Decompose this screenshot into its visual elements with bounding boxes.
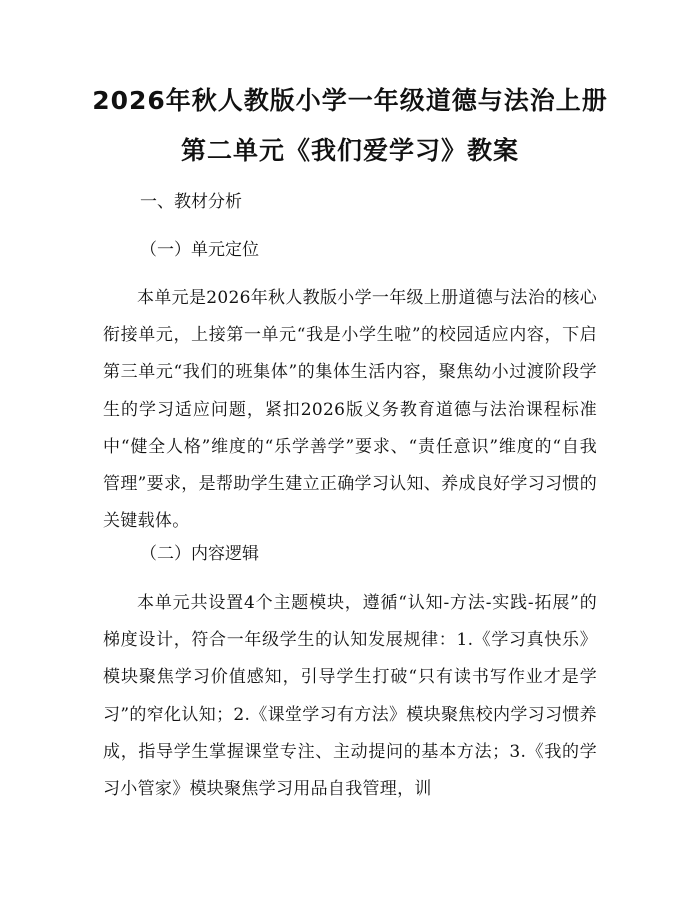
subsection-heading-unit-positioning: （一）单元定位 [140, 240, 259, 260]
document-title-line-2: 第二单元《我们爱学习》教案 [180, 136, 519, 165]
subsection-heading-content-logic: （二）内容逻辑 [140, 544, 259, 564]
paragraph-unit-positioning: 本单元是2026年秋人教版小学一年级上册道德与法治的核心衔接单元，上接第一单元“我是小学生啦”的校园适应内容，下启第三单元“我们的班集体”的集体生活内容，聚焦幼小过渡阶段学生的学习适应问题，紧扣2026版义务教育道德与法治课程标准中“健全人格”维度的“乐学善学”要求、“责任意识”维度的“自我管理”要求，是帮助学生建立正确学习认知、养成良好学习习惯的关键载体。 [103, 288, 597, 532]
section-heading-material-analysis: 一、教材分析 [140, 192, 242, 212]
paragraph-content-logic: 本单元共设置4个主题模块，遵循“认知-方法-实践-拓展”的梯度设计，符合一年级学生的认知发展规律：1.《学习真快乐》模块聚焦学习价值感知，引导学生打破“只有读书写作业才是学习”的窄化认知；2.《课堂学习有方法》模块聚焦校内学习习惯养成，指导学生掌握课堂专注、主动提问的基本方法；3.《我的学习小管家》模块聚焦学习用品自我管理，训 [103, 593, 597, 800]
document-title-line-1: 2026年秋人教版小学一年级道德与法治上册 [92, 86, 608, 115]
